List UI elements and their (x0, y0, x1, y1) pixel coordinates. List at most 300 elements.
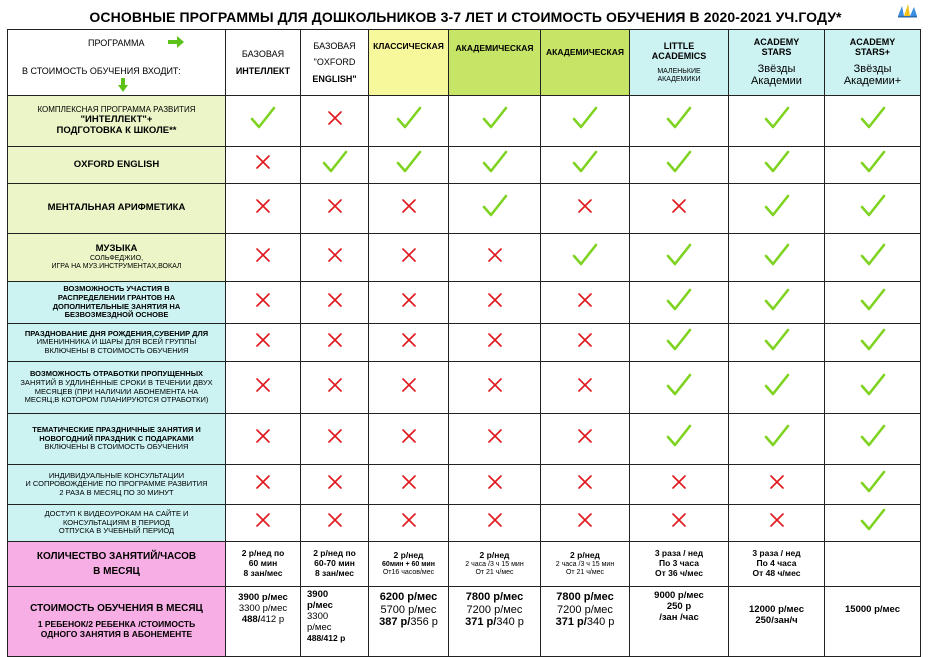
cross-icon (256, 199, 270, 213)
cross-icon (328, 111, 342, 125)
mark-cell (301, 362, 369, 414)
mark-cell (449, 282, 541, 324)
check-icon (764, 424, 790, 448)
mark-cell (449, 505, 541, 542)
lessons-cell (449, 542, 541, 587)
cross-icon (256, 248, 270, 262)
mark-cell (301, 234, 369, 282)
feature-label-line: МУЗЫКА (95, 242, 138, 254)
mark-cell (630, 234, 729, 282)
mark-cell (226, 234, 301, 282)
price-cell (729, 587, 825, 657)
mark-cell (825, 184, 921, 234)
price-cell-line: 3900 р/мес (238, 592, 288, 603)
feature-label (8, 505, 226, 542)
mark-cell (825, 505, 921, 542)
feature-label-line: КОНСУЛЬТАЦИЯМ В ПЕРИОД (63, 517, 170, 527)
lessons-cell-line: По 4 часа (756, 558, 797, 569)
col-header-line: ENGLISH" (312, 73, 357, 84)
col-header-line: "OXFORD (313, 57, 356, 68)
cross-icon (256, 333, 270, 347)
lessons-cell-line: 60мин + 60 мин (382, 560, 435, 568)
cross-icon (256, 475, 270, 489)
check-icon (860, 288, 886, 312)
mark-cell (630, 96, 729, 147)
mark-cell (369, 282, 449, 324)
price-cell-line: 387 р/ (379, 616, 411, 629)
check-icon (666, 424, 692, 448)
mark-cell (541, 184, 630, 234)
cross-icon (328, 429, 342, 443)
mark-cell (301, 147, 369, 184)
cross-icon (328, 333, 342, 347)
feature-row (8, 147, 921, 184)
feature-label-line: И СОПРОВОЖДЕНИЕ ПО ПРОГРАММЕ РАЗВИТИЯ (25, 479, 208, 489)
logo-icon (896, 2, 920, 18)
col-header-academic-2 (541, 30, 630, 96)
mark-cell (541, 362, 630, 414)
price-cell-line: 488/412 р (307, 632, 346, 643)
lessons-cell-line: От 21 ч/мес (565, 568, 605, 576)
mark-cell (226, 147, 301, 184)
mark-cell (369, 465, 449, 505)
mark-cell (369, 234, 449, 282)
cross-icon (402, 293, 416, 307)
lessons-cell-line: 2 р/нед (570, 550, 600, 561)
mark-cell (541, 96, 630, 147)
lessons-cell-line: 2 часа /3 ч 15 мин (465, 560, 524, 568)
mark-cell (369, 362, 449, 414)
price-cell-line: 488/ (241, 613, 261, 625)
feature-label-line: КОМПЛЕКСНАЯ ПРОГРАММА РАЗВИТИЯ (37, 105, 196, 115)
mark-cell (301, 96, 369, 147)
check-icon (666, 106, 692, 130)
mark-cell (226, 324, 301, 362)
mark-cell (630, 282, 729, 324)
lessons-cell-line: 3 раза / нед (752, 548, 801, 559)
feature-label-line: ВОЗМОЖНОСТЬ УЧАСТИЯ В (63, 284, 170, 294)
check-icon (666, 328, 692, 352)
feature-label (8, 362, 226, 414)
cross-icon (672, 475, 686, 489)
includes-label: В СТОИМОСТЬ ОБУЧЕНИЯ ВХОДИТ: (22, 66, 181, 76)
col-header-line: БАЗОВАЯ (241, 49, 285, 60)
mark-cell (825, 324, 921, 362)
lessons-cell-line: От16 часов/мес (382, 568, 435, 576)
feature-label-line: РАСПРЕДЕЛЕНИИ ГРАНТОВ НА ДОПОЛНИТЕЛЬНЫЕ ЗАНЯТИЯ НА (52, 292, 181, 311)
price-cell-line: 7800 р/мес (556, 591, 614, 603)
feature-label-line: ИМЕНИННИКА И ШАРЫ ДЛЯ ВСЕЙ ГРУППЫ (36, 337, 197, 347)
col-header-academic-1 (449, 30, 541, 96)
lessons-cell-line: От 21 ч/мес (475, 568, 514, 576)
program-label: ПРОГРАММА (88, 38, 145, 48)
mark-cell (449, 465, 541, 505)
cross-icon (256, 293, 270, 307)
lessons-cell-line: 2 часа /3 ч 15 мин (555, 560, 615, 568)
mark-cell (729, 414, 825, 465)
check-icon (860, 373, 886, 397)
mark-cell (541, 505, 630, 542)
mark-cell (825, 414, 921, 465)
lessons-cell-line: 3 раза / нед (654, 548, 704, 559)
cross-icon (402, 378, 416, 392)
price-cell (226, 587, 301, 657)
lessons-cell-line: 8 зан/мес (243, 567, 283, 578)
mark-cell (449, 147, 541, 184)
mark-cell (226, 96, 301, 147)
col-header-line: КЛАССИЧЕСКАЯ (373, 41, 444, 51)
lessons-cell-line: 2 р/нед по (241, 548, 285, 559)
feature-label (8, 282, 226, 324)
check-icon (860, 106, 886, 130)
mark-cell (449, 324, 541, 362)
price-cell-line: 3300 (307, 610, 329, 622)
col-header-line: АКАДЕМИЧЕСКАЯ (455, 43, 534, 53)
cross-icon (328, 378, 342, 392)
mark-cell (541, 414, 630, 465)
feature-label-line: ВКЛЮЧЕНЫ В СТОИМОСТЬ ОБУЧЕНИЯ (44, 345, 189, 355)
col-header-basic-intellect (226, 30, 301, 96)
mark-cell (630, 324, 729, 362)
check-icon (764, 373, 790, 397)
mark-cell (369, 414, 449, 465)
check-icon (322, 150, 348, 174)
mark-cell (449, 96, 541, 147)
mark-cell (301, 282, 369, 324)
col-header-line: МАЛЕНЬКИЕ АКАДЕМИКИ (657, 68, 701, 84)
mark-cell (541, 282, 630, 324)
feature-label-line: ДОСТУП К ВИДЕОУРОКАМ НА САЙТЕ И (44, 509, 189, 519)
price-cell-line: 356 р (410, 616, 438, 629)
cross-icon (402, 513, 416, 527)
feature-label-line: ТЕМАТИЧЕСКИЕ ПРАЗДНИЧНЫЕ ЗАНЯТИЯ И (32, 425, 201, 435)
programs-table (7, 29, 921, 657)
check-icon (860, 328, 886, 352)
price-cell (369, 587, 449, 657)
lessons-cell-line: 2 р/нед (479, 550, 510, 561)
feature-label-line: ПРАЗДНОВАНИЕ ДНЯ РОЖДЕНИЯ,СУВЕНИР ДЛЯ (24, 328, 209, 338)
feature-label (8, 147, 226, 184)
feature-label-line: 2 РАЗА В МЕСЯЦ ПО 30 МИНУТ (59, 487, 174, 497)
check-icon (572, 150, 598, 174)
mark-cell (825, 465, 921, 505)
cross-icon (672, 199, 686, 213)
cross-icon (488, 378, 502, 392)
feature-label-line: "ИНТЕЛЛЕКТ"+ (80, 113, 153, 125)
col-header-classic (369, 30, 449, 96)
mark-cell (301, 414, 369, 465)
cross-icon (770, 513, 784, 527)
cross-icon (578, 293, 592, 307)
check-icon (860, 194, 886, 218)
mark-cell (541, 234, 630, 282)
mark-cell (369, 324, 449, 362)
mark-cell (226, 465, 301, 505)
mark-cell (630, 465, 729, 505)
cross-icon (328, 199, 342, 213)
mark-cell (226, 505, 301, 542)
mark-cell (729, 184, 825, 234)
mark-cell (729, 282, 825, 324)
feature-label-line: ПОДГОТОВКА К ШКОЛЕ** (56, 124, 177, 136)
mark-cell (301, 465, 369, 505)
price-cell (825, 587, 921, 657)
feature-label-line: МЕНТАЛЬНАЯ АРИФМЕТИКА (47, 202, 186, 214)
price-label-line: 1 РЕБЕНОК/2 РЕБЕНКА /СТОИМОСТЬ (37, 619, 196, 630)
lessons-cell-line: 60 мин (248, 558, 278, 569)
col-header-line: STARS+ (854, 47, 891, 58)
price-cell-line: 250/зан/ч (755, 614, 798, 626)
check-icon (860, 508, 886, 532)
feature-row (8, 362, 921, 414)
cross-icon (328, 293, 342, 307)
feature-label (8, 96, 226, 147)
price-cell-line: 340 р (586, 616, 615, 629)
check-icon (666, 373, 692, 397)
cross-icon (256, 378, 270, 392)
check-icon (860, 150, 886, 174)
col-header-line: БАЗОВАЯ (313, 40, 356, 51)
feature-label-line: ВКЛЮЧЕНЫ В СТОИМОСТЬ ОБУЧЕНИЯ (44, 442, 189, 452)
mark-cell (226, 282, 301, 324)
cross-icon (328, 248, 342, 262)
mark-cell (226, 414, 301, 465)
lessons-cell-line: От 48 ч/мес (752, 567, 801, 578)
cross-icon (578, 199, 592, 213)
col-header-little-academics (630, 30, 729, 96)
mark-cell (729, 96, 825, 147)
cross-icon (328, 513, 342, 527)
mark-cell (541, 465, 630, 505)
lessons-cell-line: От 36 ч/мес (655, 567, 703, 578)
price-cell-line: 371 р/ (465, 616, 497, 629)
price-cell-line: 250 р (666, 600, 692, 612)
cross-icon (672, 513, 686, 527)
price-cell (630, 587, 729, 657)
mark-cell (825, 362, 921, 414)
lessons-label-line: КОЛИЧЕСТВО ЗАНЯТИЙ/ЧАСОВ (36, 550, 197, 562)
price-row (8, 587, 921, 657)
check-icon (572, 106, 598, 130)
price-cell-line: /зан /час (659, 611, 699, 623)
mark-cell (541, 324, 630, 362)
mark-cell (729, 324, 825, 362)
mark-cell (729, 465, 825, 505)
mark-cell (541, 147, 630, 184)
mark-cell (301, 324, 369, 362)
lessons-cell-line: 60-70 мин (314, 558, 355, 569)
price-cell-line: 3300 р/мес (238, 602, 288, 614)
cross-icon (488, 513, 502, 527)
price-cell-line: 340 р (496, 616, 524, 629)
mark-cell (449, 234, 541, 282)
check-icon (482, 194, 508, 218)
check-icon (482, 106, 508, 130)
header-row (8, 30, 921, 96)
col-header-line: ACADEMICS (651, 50, 707, 61)
check-icon (764, 150, 790, 174)
cross-icon (488, 248, 502, 262)
cross-icon (256, 155, 270, 169)
feature-label-line: ИНДИВИДУАЛЬНЫЕ КОНСУЛЬТАЦИИ (48, 470, 185, 480)
col-header-academy-stars (729, 30, 825, 96)
cross-icon (488, 429, 502, 443)
mark-cell (369, 184, 449, 234)
lessons-cell (301, 542, 369, 587)
lessons-cell-line: 2 р/нед по (313, 548, 356, 559)
cross-icon (328, 475, 342, 489)
cross-icon (578, 378, 592, 392)
col-header-line: STARS (761, 47, 792, 58)
lessons-cell (825, 542, 921, 587)
feature-label-line: НОВОГОДНИЙ ПРАЗДНИК С ПОДАРКАМИ (39, 433, 194, 443)
feature-label-line: СОЛЬФЕДЖИО, (89, 254, 144, 262)
feature-row (8, 184, 921, 234)
cross-icon (488, 475, 502, 489)
col-header-academy-stars-plus (825, 30, 921, 96)
feature-label (8, 234, 226, 282)
price-cell-line: р/мес (307, 621, 332, 633)
col-header-line: Звёзды Академии+ (843, 62, 902, 88)
lessons-row (8, 542, 921, 587)
price-cell-line: 15000 р/мес (845, 604, 900, 615)
lessons-cell-line: 8 зан/мес (314, 567, 355, 578)
cross-icon (402, 199, 416, 213)
col-header-line: Звёзды Академии (751, 62, 802, 88)
col-header-line: ACADEMY (849, 37, 896, 48)
price-cell-line: 371 р/ (555, 616, 587, 629)
mark-cell (729, 505, 825, 542)
mark-cell (369, 505, 449, 542)
feature-label-line: БЕЗВОЗМЕЗДНОЙ ОСНОВЕ (64, 310, 169, 320)
mark-cell (449, 362, 541, 414)
mark-cell (630, 147, 729, 184)
feature-label-line: OXFORD ENGLISH (73, 158, 160, 170)
price-cell-line: 3900 (307, 589, 329, 600)
price-cell (301, 587, 369, 657)
lessons-label (8, 542, 226, 587)
mark-cell (369, 96, 449, 147)
feature-label-line: ОТПУСКА В УЧЕБНЫЙ ПЕРИОД (58, 526, 175, 536)
cross-icon (402, 333, 416, 347)
check-icon (396, 106, 422, 130)
check-icon (666, 150, 692, 174)
feature-label (8, 465, 226, 505)
lessons-cell (729, 542, 825, 587)
check-icon (764, 194, 790, 218)
cross-icon (578, 475, 592, 489)
price-cell-line: 6200 р/мес (379, 591, 438, 603)
feature-label (8, 324, 226, 362)
mark-cell (825, 234, 921, 282)
price-cell-line: 7200 р/мес (466, 603, 523, 616)
mark-cell (449, 414, 541, 465)
mark-cell (630, 505, 729, 542)
check-icon (572, 243, 598, 267)
feature-label-line: ИГРА НА МУЗ.ИНСТРУМЕНТАХ,ВОКАЛ (51, 262, 182, 270)
check-icon (396, 150, 422, 174)
price-cell (449, 587, 541, 657)
price-cell-line: 12000 р/мес (749, 604, 804, 615)
cross-icon (256, 513, 270, 527)
mark-cell (825, 147, 921, 184)
check-icon (764, 106, 790, 130)
col-header-line: ИНТЕЛЛЕКТ (235, 65, 291, 76)
feature-row (8, 505, 921, 542)
cross-icon (256, 429, 270, 443)
mark-cell (226, 184, 301, 234)
mark-cell (729, 234, 825, 282)
price-cell-line: 5700 р/мес (380, 603, 437, 616)
check-icon (482, 150, 508, 174)
lessons-cell-line: 2 р/нед (393, 550, 424, 561)
cross-icon (402, 429, 416, 443)
col-header-line: LITTLE (663, 40, 695, 51)
feature-row (8, 234, 921, 282)
check-icon (666, 288, 692, 312)
cross-icon (578, 429, 592, 443)
feature-row (8, 414, 921, 465)
lessons-cell (369, 542, 449, 587)
mark-cell (449, 184, 541, 234)
lessons-label-line: В МЕСЯЦ (93, 566, 140, 577)
lessons-cell (226, 542, 301, 587)
header-program-cell (8, 30, 226, 96)
cross-icon (402, 475, 416, 489)
feature-row (8, 465, 921, 505)
mark-cell (301, 505, 369, 542)
price-cell-line: 9000 р/мес (654, 590, 704, 601)
lessons-cell (630, 542, 729, 587)
mark-cell (301, 184, 369, 234)
mark-cell (226, 362, 301, 414)
feature-row (8, 96, 921, 147)
price-cell (541, 587, 630, 657)
mark-cell (825, 282, 921, 324)
check-icon (860, 470, 886, 494)
cross-icon (488, 293, 502, 307)
arrow-right-icon (168, 36, 184, 48)
cross-icon (578, 513, 592, 527)
feature-label-line: МЕСЯЦ,В КОТОРОМ ПЛАНИРУЮТСЯ ОТРАБОТКИ) (24, 395, 209, 405)
arrow-down-icon (118, 78, 128, 92)
lessons-cell-line: По 3 часа (659, 558, 699, 569)
check-icon (666, 243, 692, 267)
mark-cell (630, 414, 729, 465)
feature-row (8, 282, 921, 324)
check-icon (764, 328, 790, 352)
check-icon (764, 243, 790, 267)
price-label-line: СТОИМОСТЬ ОБУЧЕНИЯ В МЕСЯЦ (30, 602, 203, 614)
feature-label (8, 184, 226, 234)
check-icon (860, 424, 886, 448)
price-cell-line: 412 р (260, 613, 285, 625)
cross-icon (402, 248, 416, 262)
cross-icon (488, 333, 502, 347)
price-cell-line: 7800 р/мес (465, 591, 524, 603)
check-icon (250, 106, 276, 130)
page-title: ОСНОВНЫЕ ПРОГРАММЫ ДЛЯ ДОШКОЛЬНИКОВ 3-7 ЛЕТ И СТОИМОСТЬ ОБУЧЕНИЯ В 2020-2021 УЧ.ГОДУ* (89, 9, 842, 25)
mark-cell (369, 147, 449, 184)
price-cell-line: р/мес (307, 599, 333, 611)
feature-label-line: ЗАНЯТИЙ В УДЛИНЁННЫЕ СРОКИ В ТЕЧЕНИИ ДВУХ МЕСЯЦЕВ (ПРИ НАЛИЧИИ АБОНЕМЕНТА НА (20, 377, 213, 396)
price-label (8, 587, 226, 657)
mark-cell (729, 147, 825, 184)
price-cell-line: 7200 р/мес (557, 603, 613, 616)
col-header-line: АКАДЕМИЧЕСКАЯ (546, 47, 624, 57)
feature-row (8, 324, 921, 362)
lessons-cell (541, 542, 630, 587)
